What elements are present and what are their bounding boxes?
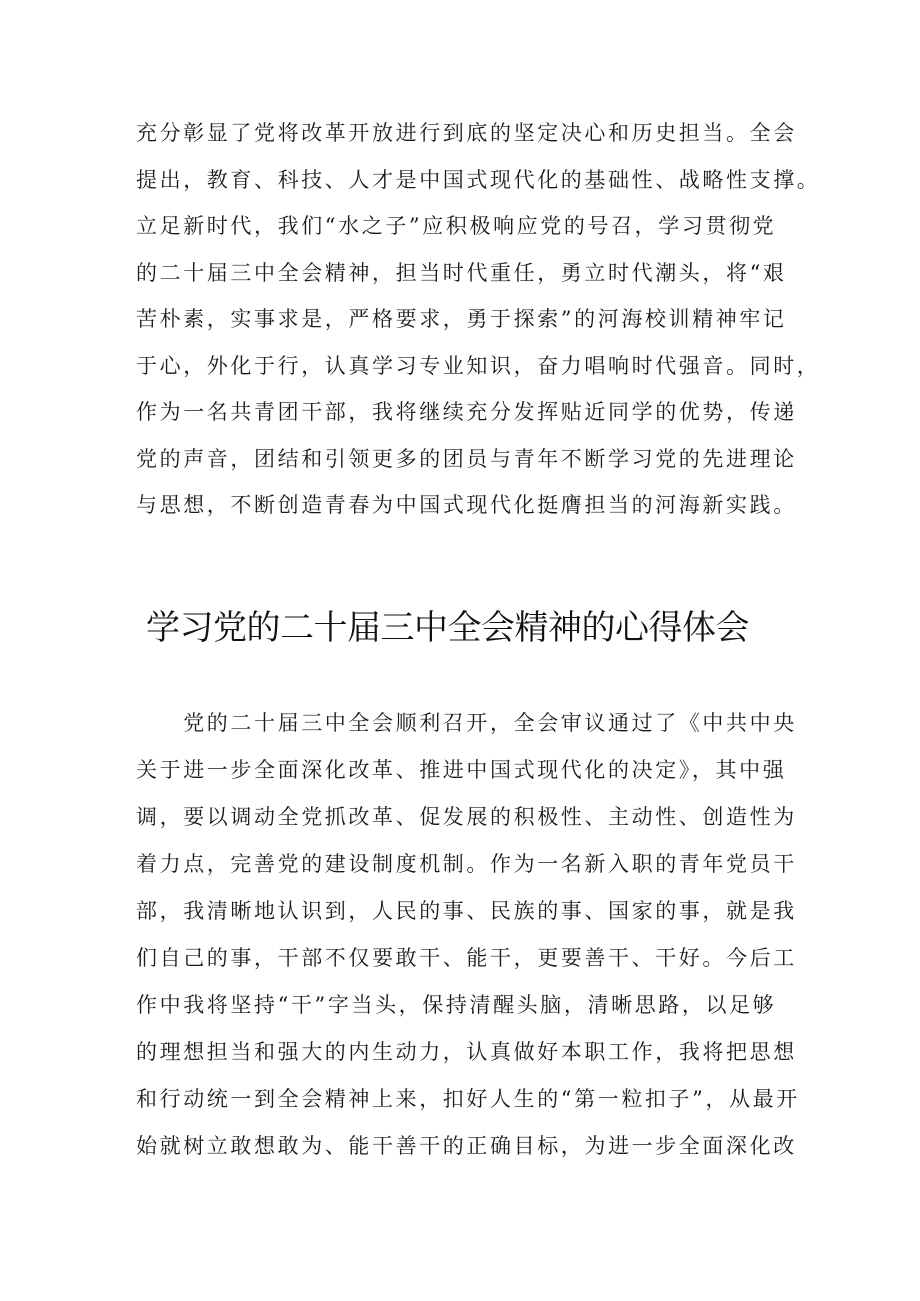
text-line: 部，我清晰地认识到，人民的事、民族的事、国家的事，就是我 [136,899,797,923]
text-line: 苦朴素，实事求是，严格要求，勇于探索”的河海校训精神牢记 [136,307,787,331]
text-line: 调，要以调动全党抓改革、促发展的积极性、主动性、创造性为 [136,805,797,829]
text-line: 们自己的事，干部不仅要敢干、能干，更要善干、干好。今后工 [136,946,797,970]
text-line: 作中我将坚持“干”字当头，保持清醒头脑，清晰思路，以足够 [136,993,777,1017]
text-line: 始就树立敢想敢为、能干善干的正确目标，为进一步全面深化改 [136,1134,797,1158]
body-paragraph-continued [136,110,821,529]
text-line: 于心，外化于行，认真学习专业知识，奋力唱响时代强音。同时， [136,353,821,378]
text-line: 的二十届三中全会精神，担当时代重任，勇立时代潮头，将“艰 [136,260,787,285]
text-line: 立足新时代，我们“水之子”应积极响应党的号召，学习贯彻党 [136,214,777,238]
text-line: 关于进一步全面深化改革、推进中国式现代化的决定》，其中强 [136,758,787,782]
section-heading: 学习党的二十届三中全会精神的心得体会 [146,608,749,648]
text-line: 党的二十届三中全会顺利召开，全会审议通过了《中共中央 [136,711,797,735]
text-line: 作为一名共青团干部，我将继续充分发挥贴近同学的优势，传递 [136,400,797,424]
text-line: 的理想担当和强大的内生动力，认真做好本职工作，我将把思想 [136,1040,797,1064]
text-line: 着力点，完善党的建设制度机制。作为一名新入职的青年党员干 [136,852,797,876]
text-line: 党的声音，团结和引领更多的团员与青年不断学习党的先进理论 [136,446,797,471]
text-line: 充分彰显了党将改革开放进行到底的坚定决心和历史担当。全会 [136,121,797,145]
body-paragraph [136,700,800,1170]
text-line: 和行动统一到全会精神上来，扣好人生的“第一粒扣子”，从最开 [136,1087,800,1111]
text-line: 提出，教育、科技、人才是中国式现代化的基础性、战略性支撑。 [136,167,821,192]
text-line: 与思想，不断创造青春为中国式现代化挺膺担当的河海新实践。 [136,493,797,517]
